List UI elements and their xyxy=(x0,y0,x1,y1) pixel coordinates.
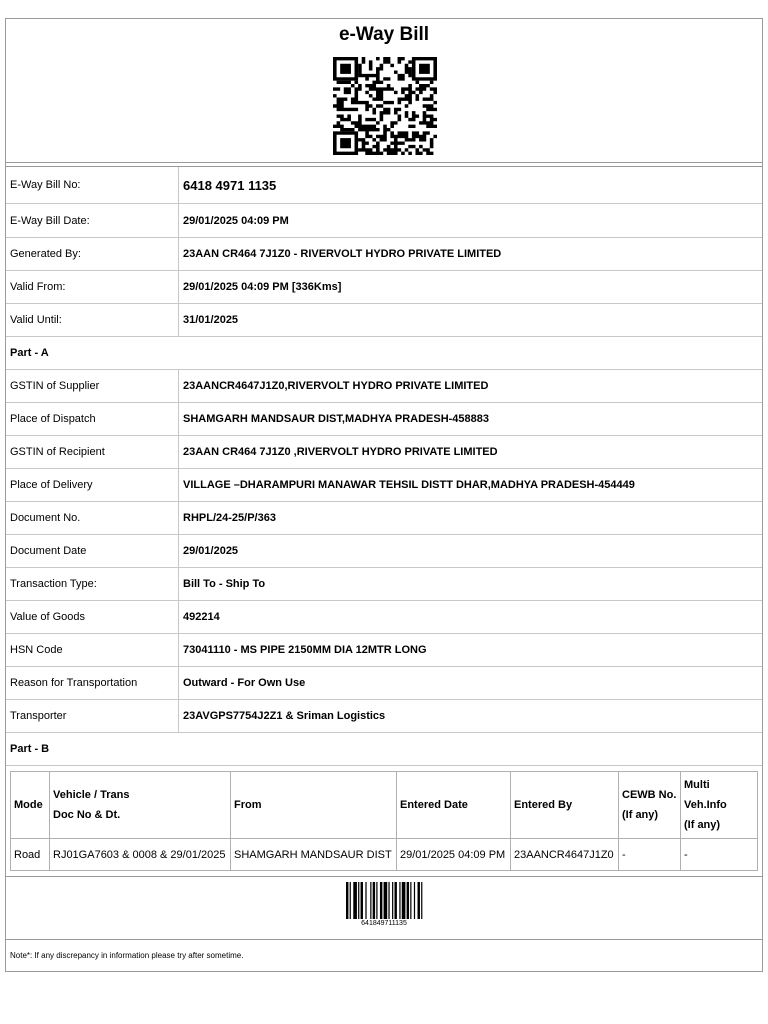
row-value: 31/01/2025 xyxy=(183,314,239,326)
row-label: Value of Goods xyxy=(6,601,179,633)
row-value-goods xyxy=(6,601,762,634)
row-place-dispatch xyxy=(6,403,762,436)
cell-multi-veh: - xyxy=(681,839,758,871)
row-label: Transporter xyxy=(6,700,179,732)
row-generated-by xyxy=(6,238,762,271)
row-valid-until xyxy=(6,304,762,337)
row-value: 29/01/2025 xyxy=(183,545,239,557)
part-b-section xyxy=(6,766,762,877)
row-value: VILLAGE –DHARAMPURI MANAWAR TEHSIL DISTT DHAR,MADHYA PRADESH-454449 xyxy=(183,479,635,491)
col-entered-date: Entered Date xyxy=(397,772,511,839)
header xyxy=(6,19,762,163)
part-a-heading: Part - A xyxy=(6,337,762,370)
barcode-section xyxy=(6,877,762,940)
barcode-number: 641849711135 xyxy=(361,920,407,927)
row-label: Valid From: xyxy=(6,271,179,303)
part-b-table xyxy=(10,771,758,871)
col-vehicle: Vehicle / Trans Doc No & Dt. xyxy=(50,772,231,839)
row-value: 29/01/2025 04:09 PM [336Kms] xyxy=(183,281,342,293)
row-gstin-supplier xyxy=(6,370,762,403)
part-b-heading: Part - B xyxy=(6,733,762,766)
row-document-date xyxy=(6,535,762,568)
row-label: Transaction Type: xyxy=(6,568,179,600)
row-label: E-Way Bill No: xyxy=(6,167,179,203)
qr-code-icon xyxy=(333,57,437,155)
row-label: HSN Code xyxy=(6,634,179,666)
eway-bill-number: 6418 4971 1135 xyxy=(183,177,277,193)
cell-entered-by: 23AANCR4647J1Z0 xyxy=(511,839,619,871)
row-value: RHPL/24-25/P/363 xyxy=(183,512,276,524)
row-label: Document No. xyxy=(6,502,179,534)
eway-bill-document xyxy=(5,18,763,972)
cell-mode: Road xyxy=(11,839,50,871)
row-label: Place of Dispatch xyxy=(6,403,179,435)
row-label: E-Way Bill Date: xyxy=(6,204,179,237)
row-label: Reason for Transportation xyxy=(6,667,179,699)
row-label: Generated By: xyxy=(6,238,179,270)
row-label: GSTIN of Recipient xyxy=(6,436,179,468)
row-value: 23AAN CR464 7J1Z0 ,RIVERVOLT HYDRO PRIVATE LIMITED xyxy=(183,446,498,458)
row-label: GSTIN of Supplier xyxy=(6,370,179,402)
col-mode: Mode xyxy=(11,772,50,839)
row-value: Outward - For Own Use xyxy=(183,677,306,689)
row-value: 73041110 - MS PIPE 2150MM DIA 12MTR LONG xyxy=(183,644,427,656)
col-from: From xyxy=(231,772,397,839)
footer-note: Note*: If any discrepancy in information please try after sometime. xyxy=(10,951,244,960)
row-transaction-type xyxy=(6,568,762,601)
row-eway-bill-no xyxy=(6,167,762,204)
row-eway-bill-date xyxy=(6,204,762,238)
row-value: 23AAN CR464 7J1Z0 - RIVERVOLT HYDRO PRIVATE LIMITED xyxy=(183,248,502,260)
table-header-row xyxy=(11,772,758,839)
row-place-delivery xyxy=(6,469,762,502)
document-title: e-Way Bill xyxy=(338,24,430,45)
row-value: Bill To - Ship To xyxy=(183,578,266,590)
cell-cewb: - xyxy=(619,839,681,871)
row-value: 23AANCR4647J1Z0,RIVERVOLT HYDRO PRIVATE LIMITED xyxy=(183,380,489,392)
row-value: SHAMGARH MANDSAUR DIST,MADHYA PRADESH-458883 xyxy=(183,413,490,425)
cell-entered-date: 29/01/2025 04:09 PM xyxy=(397,839,511,871)
row-reason-transport xyxy=(6,667,762,700)
row-value: 29/01/2025 04:09 PM xyxy=(183,214,289,227)
barcode-icon xyxy=(346,882,426,919)
table-row xyxy=(11,839,758,871)
row-label: Document Date xyxy=(6,535,179,567)
cell-vehicle: RJ01GA7603 & 0008 & 29/01/2025 xyxy=(50,839,231,871)
row-hsn-code xyxy=(6,634,762,667)
cell-from: SHAMGARH MANDSAUR DIST xyxy=(231,839,397,871)
row-transporter xyxy=(6,700,762,733)
row-label: Valid Until: xyxy=(6,304,179,336)
row-value: 492214 xyxy=(183,611,220,623)
row-document-no xyxy=(6,502,762,535)
col-cewb: CEWB No. (If any) xyxy=(619,772,681,839)
row-gstin-recipient xyxy=(6,436,762,469)
row-label: Place of Delivery xyxy=(6,469,179,501)
col-entered-by: Entered By xyxy=(511,772,619,839)
col-multi-veh: Multi Veh.Info (If any) xyxy=(681,772,758,839)
row-value: 23AVGPS7754J2Z1 & Sriman Logistics xyxy=(183,710,386,722)
row-valid-from xyxy=(6,271,762,304)
